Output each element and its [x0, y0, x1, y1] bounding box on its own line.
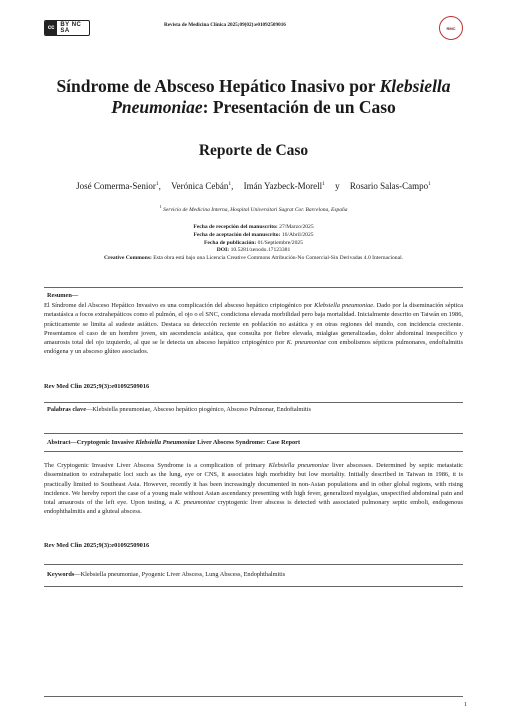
footer-divider [44, 696, 463, 697]
author-affil-mark: 1 [322, 181, 325, 187]
divider [44, 287, 463, 288]
author-separator: , [231, 181, 234, 191]
title-suffix: : Presentación de un Caso [202, 97, 396, 117]
author-affil-mark: 1 [228, 181, 232, 187]
abstract-heading-part: Abstract—Cryptogenic Invasive [47, 439, 136, 446]
abstract-heading-part: Liver Abscess Syndrome: Case Report [195, 439, 301, 446]
received-date: 27/Marzo/2025 [279, 224, 314, 230]
resumen-text [44, 301, 463, 357]
divider [44, 451, 463, 452]
abstract-species: Klebsiella pneumoniae [268, 462, 329, 469]
cc-license-badge[interactable] [44, 20, 90, 36]
author-separator: , [158, 181, 161, 191]
paper-title [40, 76, 467, 118]
abstract-species: K. pneumoniae [174, 499, 215, 507]
abstract-text [44, 461, 463, 517]
journal-citation-header: Revista de Medicina Clínica 2025;09(02):e01092509016 [164, 22, 286, 28]
resumen-part: con embolismos sépticos pulmonares, endoftalmitis endógena y un absceso glúteo asociados. [44, 339, 463, 356]
author: Imán Yazbeck-Morell [243, 181, 323, 191]
author-separator: y [335, 181, 340, 191]
abstract-part: The Cryptogenic Invasive Liver Abscess Syndrome is a complication of primary [44, 462, 269, 469]
keywords-label: Keywords [47, 571, 75, 578]
page-number: 1 [464, 702, 467, 708]
published-label: Fecha de publicación: [204, 239, 257, 246]
palabras-clave-label: Palabras clave [47, 406, 86, 413]
author-affil-mark: 1 [155, 181, 159, 187]
cc-label: Creative Commons: [103, 255, 152, 262]
divider [44, 402, 463, 403]
palabras-clave-text: —Klebsiella pneumoniae, Absceso hepático piogénico, Absceso Pulmonar, Endoftalmitis [86, 406, 311, 413]
manuscript-dates [0, 224, 507, 263]
journal-logo-icon [439, 16, 463, 40]
author-list [0, 181, 507, 191]
report-type: Reporte de Caso [198, 142, 309, 159]
keywords [47, 571, 285, 578]
author: José Comerma-Senior [76, 181, 156, 191]
cc-logo-icon: cc [45, 21, 57, 35]
citation-en: Rev Med Clin 2025;9(3):e01092509016 [44, 542, 150, 549]
cc-statement: Esta obra está bajo una Licencia Creative Commons Atribución-No Comercial-Sin Derivadas 4.0 Internacional. [153, 255, 404, 262]
title-prefix: Síndrome de Absceso Hepático Inasivo por [56, 76, 380, 96]
journal-logo-text: RMC [446, 25, 456, 31]
keywords-text: —Klebsiella pneumoniae, Pyogenic Liver Abscess, Lung Abscess, Endophthalmitis [74, 571, 286, 578]
abstract-part: liver abscesses. Determined by septic metastatic dissemination to extrahepatic loci such as the lung, eye or CNS, it associates high morbidity but low mortality. Initially described in Taiwan in 1986, it is practically limited to Southeast Asia. However, recently it has been increasingly documented in non-Asian populations and in other global regions, with rising incidence. We hereby report the case of a young male without Asian ascendancy presenting with high fever, generalized myalgias, unspecified abdominal pain and total amaurosis of the left eye. Upon testing, a [44, 462, 463, 507]
resumen-species: K. pneumoniae [286, 339, 326, 347]
doi-label: DOI: [216, 247, 230, 254]
received-label: Fecha de recepción del manuscrito: [193, 224, 278, 230]
resumen-heading: Resumen— [47, 292, 79, 299]
resumen-species: Klebsiella pneumoniae [314, 302, 374, 309]
author: Rosario Salas-Campo [349, 181, 429, 191]
affiliation-mark: 1 [159, 204, 162, 209]
resumen-part: . Dado por la diseminación séptica metastásica a focos extrahepáticos como el pulmón, el ojo o el SNC, condiciona elevada morbilidad pero baja mortalidad. Inicialmente descrito en Taiwán en 1986, prácticamente se limita al sudeste asiático. Destaca su detección reciente en población no asiática y en otras regiones del mundo, con incidencia creciente. Presentamos el caso de un hombre joven, sin ascendencia asiática, que consulta por fiebre elevada, mialgias generalizadas, dolor abdominal inespecífico y amaurosis total del ojo izquierdo, al que se le detecta un absceso hepático criptogénico por [44, 302, 464, 347]
accepted-label: Fecha de aceptación del manuscrito: [193, 231, 281, 238]
affiliation [0, 204, 507, 213]
page-header [44, 20, 463, 42]
author: Verónica Cebán [171, 181, 229, 191]
resumen-part: El Síndrome del Absceso Hepático Invasivo es una complicación del absceso hepático criptogénico por [44, 302, 315, 309]
divider [44, 433, 463, 434]
divider [44, 564, 463, 565]
doi-link[interactable]: 10.5281/zenodo.17123381 [230, 247, 291, 254]
palabras-clave [47, 406, 311, 413]
divider [44, 586, 463, 587]
title-species: Klebsiella Pneumoniae [111, 76, 451, 117]
abstract-heading [47, 439, 300, 446]
author-affil-mark: 1 [428, 181, 431, 187]
published-date: 01/Septiembre/2025 [257, 239, 303, 246]
affiliation-text: Servicio de Medicina Interna, Hospital Universitari Sagrat Cor. Barcelona, España [163, 206, 348, 213]
license-terms: BY NC SA [60, 22, 82, 34]
abstract-part: cryptogenic liver abscess is detected with associated pulmonary septic emboli, endogenous endophthalmitis and a gluteal abscess. [44, 499, 463, 516]
accepted-date: 16/Abril/2025 [281, 231, 314, 238]
citation-es: Rev Med Clin 2025;9(3):e01092509016 [44, 383, 150, 390]
abstract-heading-species: Klebsiella Pneumoniae [135, 439, 196, 446]
